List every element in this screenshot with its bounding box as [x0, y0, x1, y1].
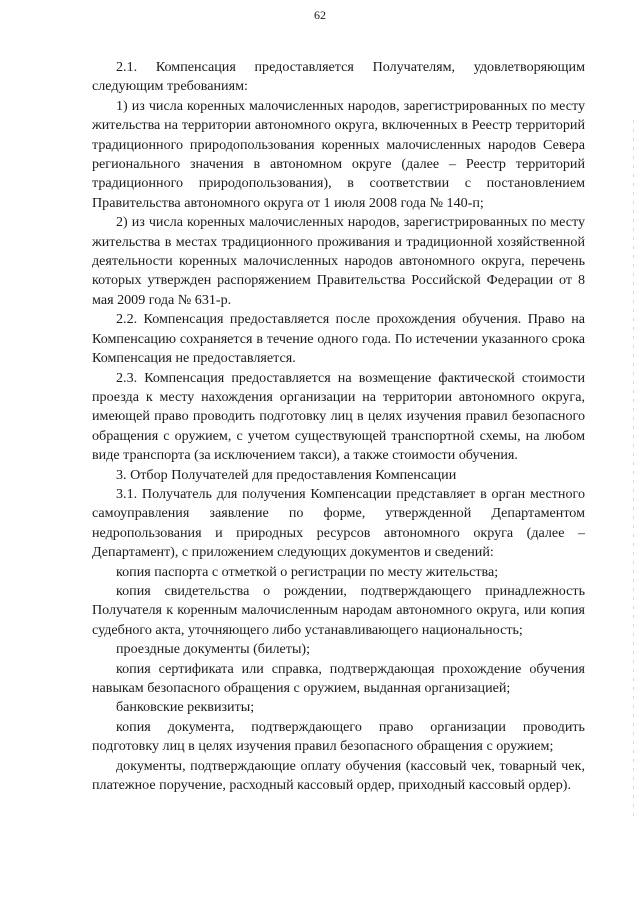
list-item-bank-details: банковские реквизиты;: [116, 699, 255, 716]
paragraph-2-2: 2.2. Компенсация предоставляется после прохождения обучения. Право на Компенсацию сохраняется в течение одного года. По истечении указанного срока Компенсация не предоставляется.: [92, 311, 585, 367]
section-3-heading: 3. Отбор Получателей для предоставления Компенсации: [116, 466, 457, 483]
page-number: 62: [314, 8, 326, 22]
list-item-organization-right: копия документа, подтверждающего право организации проводить подготовку лиц в целях изучения правил безопасного обращения с оружием;: [92, 718, 585, 755]
document-body: [92, 58, 585, 795]
paragraph-2-1-item-1: 1) из числа коренных малочисленных народов, зарегистрированных по месту жительства на территории автономного округа, включенных в Реестр территорий традиционного природопользования коренных малочисленных народов Севера регионального значения в автономном округе (далее – Реестр территорий традиционного природопользования), в соответствии с постановлением Правительства автономного округа от 1 июля 2008 года № 140-п;: [92, 97, 585, 211]
paragraph-3-1: 3.1. Получатель для получения Компенсации представляет в орган местного самоуправления заявление по форме, утвержденной Департаментом недропользования и природных ресурсов автономного округа (далее – Департамент), с приложением следующих документов и сведений:: [92, 485, 585, 561]
paragraph-2-3: 2.3. Компенсация предоставляется на возмещение фактической стоимости проезда к месту нахождения организации на территории автономного округа, имеющей право проводить подготовку лиц в целях изучения правил безопасного обращения с оружием, с учетом существующей транспортной схемы, на любом виде транспорта (за исключением такси), а также стоимости обучения.: [92, 369, 585, 464]
list-item-tickets: проездные документы (билеты);: [116, 641, 311, 658]
list-item-training-certificate: копия сертификата или справка, подтверждающая прохождение обучения навыкам безопасного обращения с оружием, выданная организацией;: [92, 660, 585, 696]
paragraph-2-1-item-2: 2) из числа коренных малочисленных народов, зарегистрированных по месту жительства в местах традиционного проживания и традиционной хозяйственной деятельности коренных малочисленных народов автономного округа, перечень которых утвержден распоряжением Правительства Российской Федерации от 8 мая 2009 года № 631-р.: [92, 214, 585, 308]
list-item-passport: копия паспорта с отметкой о регистрации по месту жительства;: [116, 563, 499, 580]
paragraph-2-1: 2.1. Компенсация предоставляется Получателям, удовлетворяющим следующим требованиям:: [92, 59, 585, 95]
scan-edge-mark: [633, 120, 634, 820]
list-item-birth-certificate: копия свидетельства о рождении, подтверждающего принадлежность Получателя к коренным малочисленным народам автономного округа, или копия судебного акта, уточняющего либо устанавливающего национальность;: [92, 582, 585, 638]
list-item-payment-documents: документы, подтверждающие оплату обучения (кассовый чек, товарный чек, платежное поручение, расходный кассовый ордер, приходный кассовый ордер).: [92, 757, 585, 794]
